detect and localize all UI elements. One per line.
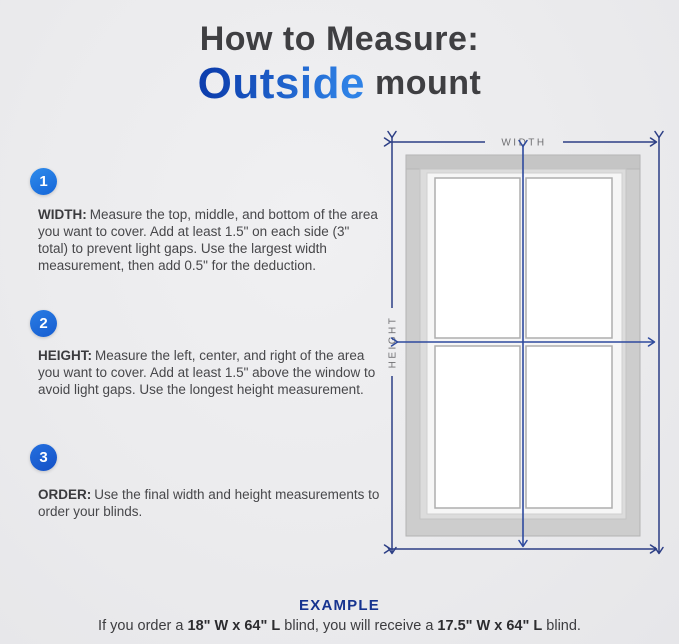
window-measure-diagram [375, 125, 679, 595]
step-2-text [38, 347, 383, 398]
example-suffix: blind. [542, 618, 581, 634]
step-1-badge [30, 168, 57, 195]
example-section [0, 597, 679, 634]
step-2-label: HEIGHT: [38, 348, 92, 363]
example-middle: blind, you will receive a [280, 618, 438, 634]
step-1-text [38, 206, 383, 274]
window-pane-lower-right [526, 346, 612, 508]
title-highlight: Outside [197, 58, 365, 108]
step-3-number: 3 [39, 449, 48, 466]
step-2-badge [30, 310, 57, 337]
step-3-body: Use the final width and height measurements to order your blinds. [38, 487, 380, 519]
step-2-number: 2 [39, 315, 48, 332]
title-suffix: mount [374, 63, 482, 102]
step-1-number: 1 [39, 173, 48, 190]
example-order-size: 18" W x 64" L [187, 618, 281, 634]
step-1-label: WIDTH: [38, 207, 87, 222]
title-line-1: How to Measure: [199, 20, 480, 58]
height-label: HEIGHT [387, 315, 399, 369]
window-pane-upper-right [526, 178, 612, 338]
step-2-body: Measure the left, center, and right of the area you want to cover. Add at least 1.5" above the window to avoid light gaps. Use the longest height measurement. [38, 348, 376, 397]
step-3-badge [30, 444, 57, 471]
window-pane-upper-left [435, 178, 520, 338]
page-title [0, 22, 679, 107]
width-label: WIDTH [501, 137, 547, 149]
window-pane-lower-left [435, 346, 520, 508]
title-line-2 [0, 58, 679, 108]
example-heading: EXAMPLE [299, 597, 380, 614]
step-3-text [38, 486, 383, 520]
example-receive-size: 17.5" W x 64" L [437, 618, 543, 634]
example-prefix: If you order a [98, 618, 188, 634]
step-1-body: Measure the top, middle, and bottom of the area you want to cover. Add at least 1.5" on each side (3" total) to prevent light gaps. Use the largest width measurement, then add 0.5" for the deduction. [38, 207, 378, 273]
step-3-label: ORDER: [38, 487, 92, 502]
example-sentence [0, 618, 679, 634]
